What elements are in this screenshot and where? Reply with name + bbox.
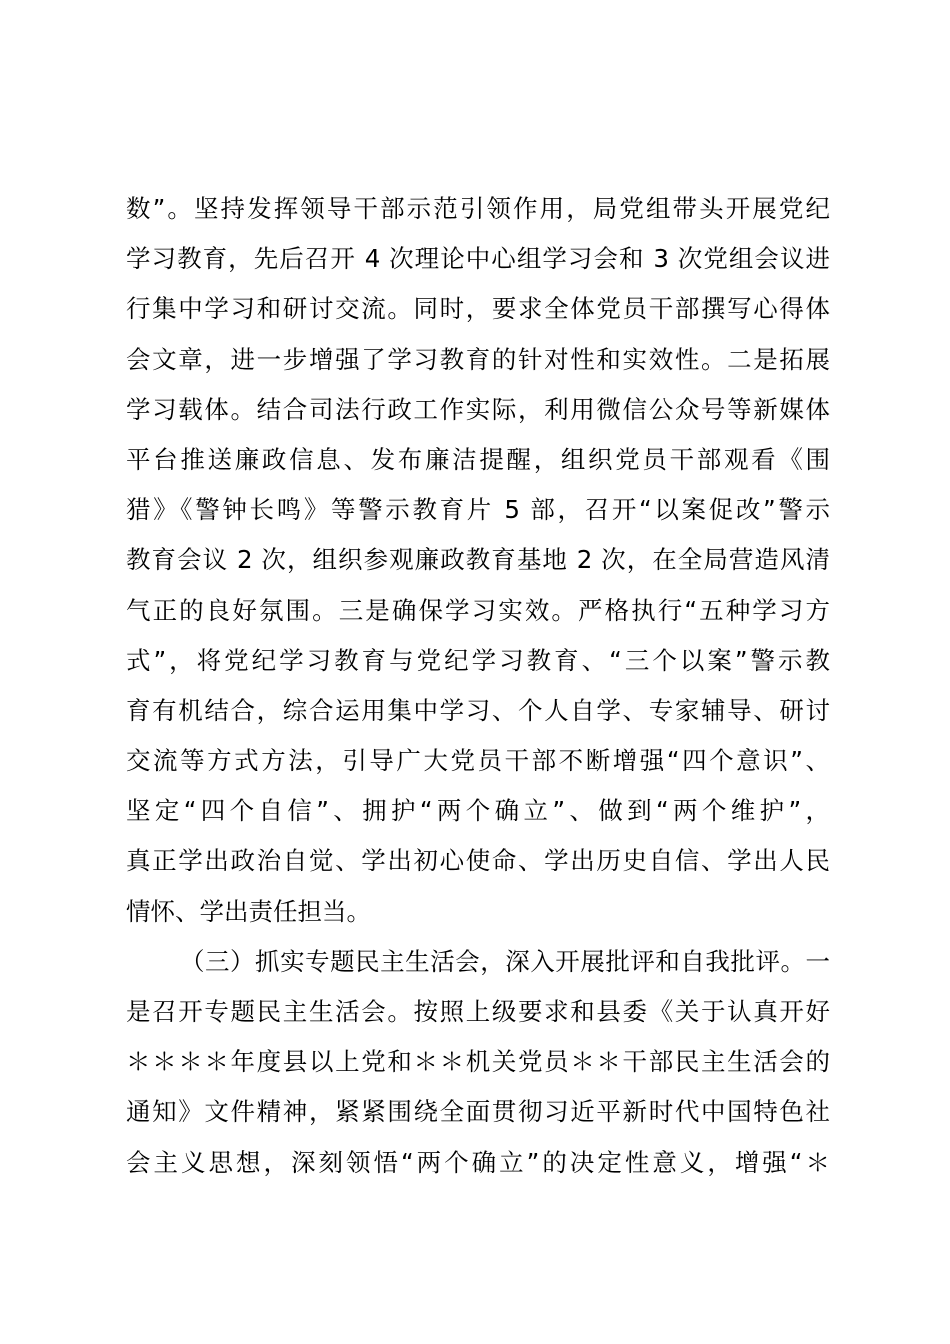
text-line: 会主义思想，深刻领悟“两个确立”的决定性意义，增强“＊	[126, 1147, 830, 1177]
paragraph-last-line: 情怀、学出责任担当。	[126, 896, 371, 926]
text-line: 平台推送廉政信息、发布廉洁提醒，组织党员干部观看《围	[126, 444, 830, 474]
text-line: 坚定“四个自信”、拥护“两个确立”、做到“两个维护”，	[126, 796, 830, 826]
text-line: 真正学出政治自觉、学出初心使命、学出历史自信、学出人民	[126, 846, 830, 876]
text-line: 教育会议 2 次，组织参观廉政教育基地 2 次，在全局营造风清	[126, 545, 830, 575]
body-text	[126, 184, 830, 1188]
text-line: 学习载体。结合司法行政工作实际，利用微信公众号等新媒体	[126, 394, 830, 424]
text-line: 通知》文件精神，紧紧围绕全面贯彻习近平新时代中国特色社	[126, 1097, 830, 1127]
text-line: 气正的良好氛围。三是确保学习实效。严格执行“五种学习方	[126, 595, 830, 625]
text-line: 式”，将党纪学习教育与党纪学习教育、“三个以案”警示教	[126, 645, 830, 675]
text-line: 数”。坚持发挥领导干部示范引领作用，局党组带头开展党纪	[126, 194, 830, 223]
text-line: 行集中学习和研讨交流。同时，要求全体党员干部撰写心得体	[126, 294, 830, 324]
text-line: ＊＊＊＊年度县以上党和＊＊机关党员＊＊干部民主生活会的	[126, 1047, 830, 1077]
text-line: 育有机结合，综合运用集中学习、个人自学、专家辅导、研讨	[126, 695, 830, 725]
text-line: 会文章，进一步增强了学习教育的针对性和实效性。二是拓展	[126, 344, 830, 374]
text-line: 猎》《警钟长鸣》等警示教育片 5 部，召开“以案促改”警示	[126, 495, 830, 525]
text-line: 是召开专题民主生活会。按照上级要求和县委《关于认真开好	[126, 997, 830, 1026]
text-line: 交流等方式方法，引导广大党员干部不断增强“四个意识”、	[126, 746, 830, 776]
text-line: 学习教育，先后召开 4 次理论中心组学习会和 3 次党组会议进	[126, 244, 830, 274]
section-heading-line: （三）抓实专题民主生活会，深入开展批评和自我批评。一	[180, 946, 830, 976]
